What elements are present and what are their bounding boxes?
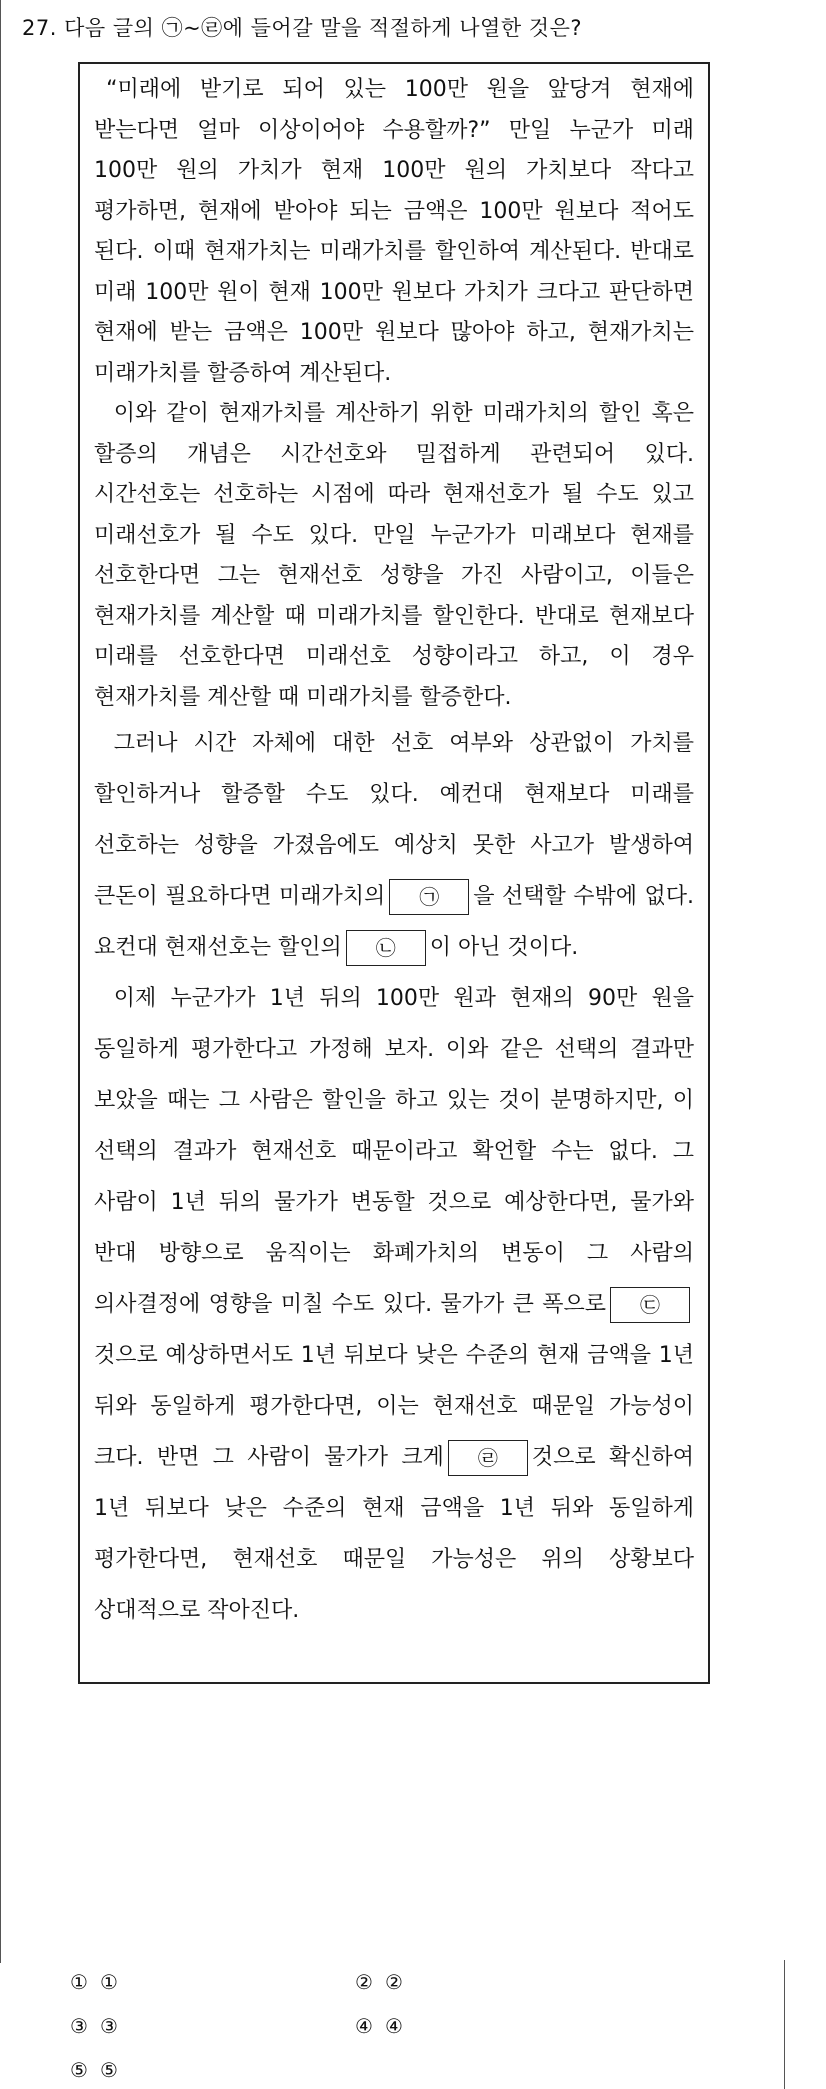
blank-4-box: ㉣ — [448, 1440, 528, 1476]
question-header — [22, 12, 782, 42]
choice-1-number: ① — [70, 1970, 88, 1994]
question-text: 다음 글의 ㉠~㉣에 들어갈 말을 적절하게 나열한 것은? — [64, 16, 582, 40]
p4-text-b: 것으로 예상하면서도 1년 뒤보다 낮은 수준의 현재 금액을 1년 뒤와 동일하게 평가한다면, 이는 현재선호 때문일 가능성이 크다. 반면 그 사람이 물가가 크게 — [94, 1343, 694, 1470]
choice-1-text: ① — [99, 1970, 118, 1994]
right-divider-line — [784, 1960, 785, 2089]
passage-paragraph-1: “미래에 받기로 되어 있는 100만 원을 앞당겨 현재에 받는다면 얼마 이상이어야 수용할까?” 만일 누군가 미래 100만 원의 가치가 현재 100만 원의 가치보다 작다고 평가하면, 현재에 받아야 되는 금액은 100만 원보다 적어도 된다. 이때 현재가치는 미래가치를 할인하여 계산된다. 반대로 미래 100만 원이 현재 100만 원보다 가치가 크다고 판단하면 현재에 받는 금액은 100만 원보다 많아야 하고, 현재가치는 미래가치를 할증하여 계산된다. — [94, 77, 694, 386]
passage-paragraph-3 — [94, 718, 694, 973]
choice-5-text: ⑤ — [99, 2058, 118, 2082]
choice-2-text: ② — [384, 1970, 403, 1994]
p3-text-a: 그러나 시간 자체에 대한 선호 여부와 상관없이 가치를 할인하거나 할증할 수도 있다. 예컨대 현재보다 미래를 선호하는 성향을 가졌음에도 예상치 못한 사고가 발생하여 큰돈이 필요하다면 미래가치의 — [94, 731, 694, 909]
choice-2[interactable] — [355, 1970, 403, 1994]
choice-4-text: ④ — [384, 2014, 403, 2038]
choice-2-number: ② — [355, 1970, 373, 1994]
blank-3-box: ㉢ — [610, 1287, 690, 1323]
choice-5[interactable] — [70, 2058, 118, 2082]
p3-text-c: 이 아닌 것이다. — [429, 935, 579, 960]
blank-1-box: ㉠ — [389, 879, 469, 915]
choice-4-number: ④ — [355, 2014, 373, 2038]
choice-1[interactable] — [70, 1970, 118, 1994]
left-margin-line — [0, 0, 1, 1963]
p3-text-b: 을 선택할 수밖에 없다. 요컨대 현재선호는 할인의 — [94, 884, 694, 960]
p4-text-a: 이제 누군가가 1년 뒤의 100만 원과 현재의 90만 원을 동일하게 평가한다고 가정해 보자. 이와 같은 선택의 결과만 보았을 때는 그 사람은 할인을 하고 있는 것이 분명하지만, 이 선택의 결과가 현재선호 때문이라고 확언할 수는 없다. 그 사람이 1년 뒤의 물가가 변동할 것으로 예상한다면, 물가와 반대 방향으로 움직이는 화폐가치의 변동이 그 사람의 의사결정에 영향을 미칠 수도 있다. 물가가 큰 폭으로 — [94, 986, 694, 1317]
choice-4[interactable] — [355, 2014, 403, 2038]
passage-box — [78, 62, 710, 1684]
blank-2-box: ㉡ — [346, 930, 426, 966]
choice-3-text: ③ — [99, 2014, 118, 2038]
passage-paragraph-4 — [94, 973, 694, 1636]
passage-paragraph-2: 이와 같이 현재가치를 계산하기 위한 미래가치의 할인 혹은 할증의 개념은 시간선호와 밀접하게 관련되어 있다. 시간선호는 선호하는 시점에 따라 현재선호가 될 수도 있고 미래선호가 될 수도 있다. 만일 누군가가 미래보다 현재를 선호한다면 그는 현재선호 성향을 가진 사람이고, 이들은 현재가치를 계산할 때 미래가치를 할인한다. 반대로 현재보다 미래를 선호한다면 미래선호 성향이라고 하고, 이 경우 현재가치를 계산할 때 미래가치를 할증한다. — [94, 401, 694, 710]
p4-text-c: 것으로 확신하여 1년 뒤보다 낮은 수준의 현재 금액을 1년 뒤와 동일하게 평가한다면, 현재선호 때문일 가능성은 위의 상황보다 상대적으로 작아진다. — [94, 1445, 694, 1623]
question-number: 27. — [22, 16, 57, 40]
choice-3[interactable] — [70, 2014, 118, 2038]
choice-5-number: ⑤ — [70, 2058, 88, 2082]
choice-3-number: ③ — [70, 2014, 88, 2038]
